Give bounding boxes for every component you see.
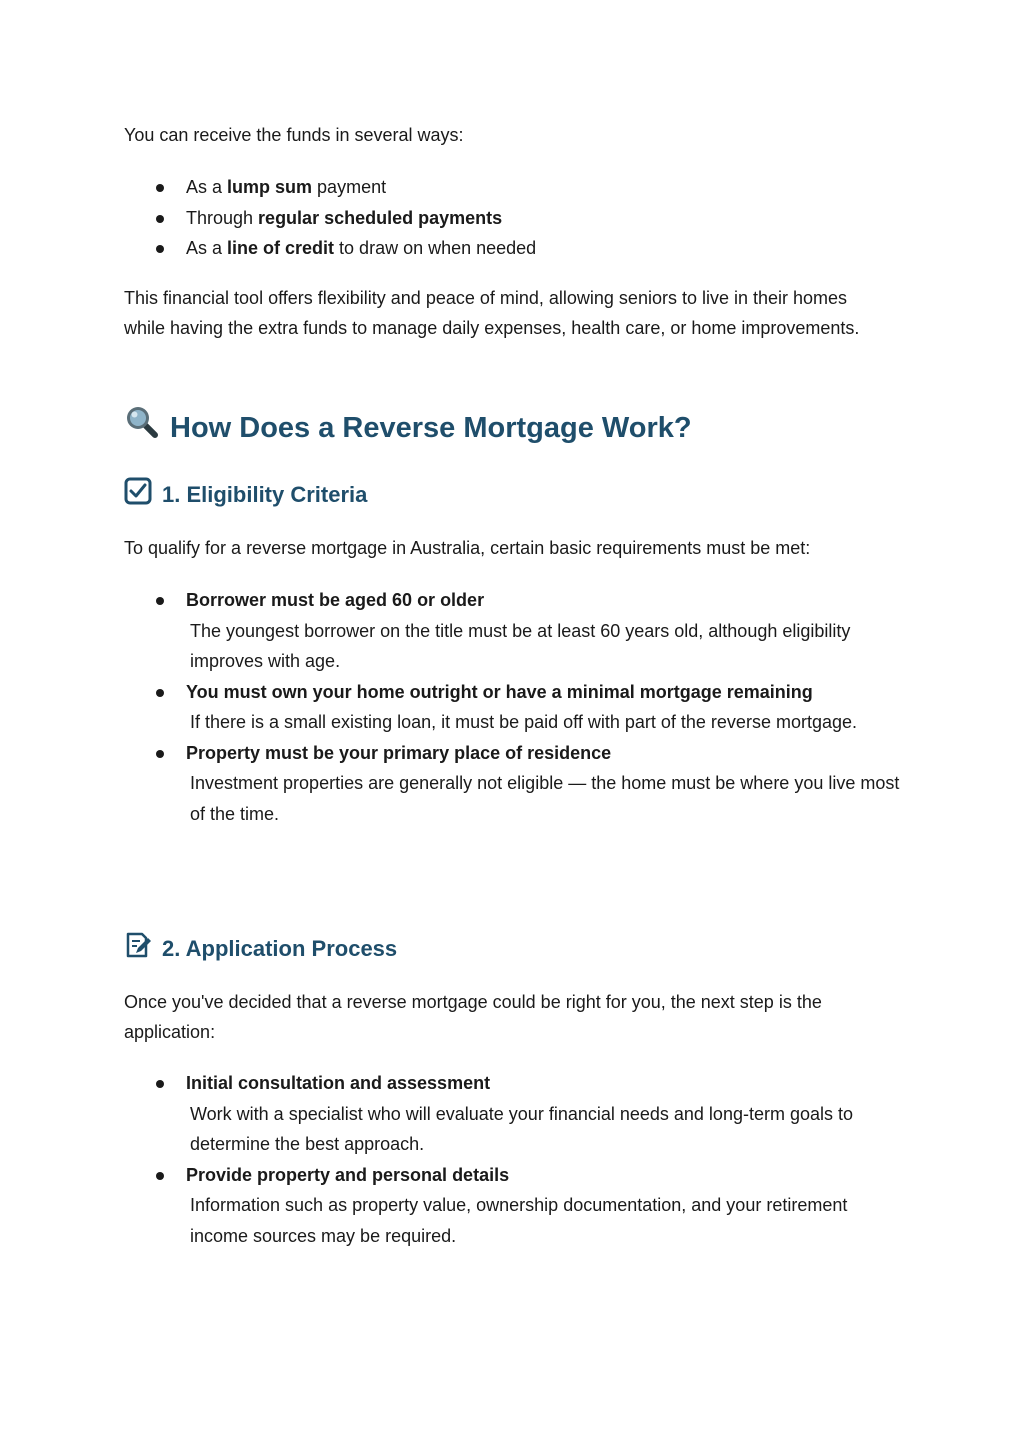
section-heading: How Does a Reverse Mortgage Work? (124, 404, 692, 451)
memo-pencil-icon (124, 931, 152, 967)
bold-term: lump sum (227, 177, 313, 197)
flexibility-paragraph: This financial tool offers flexibility and peace of mind, allowing seniors to live in their homes while having the extra funds to manage daily expenses, health care, or home improvements. (124, 288, 860, 338)
eligibility-list (124, 585, 904, 829)
application-heading: 2. Application Process (124, 931, 397, 967)
list-item: Borrower must be aged 60 or older The youngest borrower on the title must be at least 60 years old, although eligibility improves with age. (124, 585, 904, 677)
intro-text: You can receive the funds in several ways: (124, 125, 464, 145)
eligibility-intro: To qualify for a reverse mortgage in Australia, certain basic requirements must be met: (124, 538, 811, 558)
eligibility-heading: 1. Eligibility Criteria (124, 477, 367, 513)
list-item: Provide property and personal details Information such as property value, ownership documentation, and your retirement income sources may be required. (124, 1160, 904, 1252)
payment-ways-list (124, 172, 536, 264)
list-item: Through regular scheduled payments (124, 203, 536, 234)
list-item: As a lump sum payment (124, 172, 536, 203)
magnifying-glass-icon (124, 404, 160, 451)
bold-term: line of credit (227, 238, 335, 258)
list-item: You must own your home outright or have a minimal mortgage remaining If there is a small existing loan, it must be paid off with part of the reverse mortgage. (124, 677, 904, 738)
bold-term: regular scheduled payments (258, 207, 503, 228)
list-item: As a line of credit to draw on when needed (124, 233, 536, 264)
application-list (124, 1068, 904, 1251)
checkbox-checked-icon (124, 477, 152, 513)
list-item: Property must be your primary place of residence Investment properties are generally not eligible — the home must be where you live most of the time. (124, 738, 904, 830)
application-intro: Once you've decided that a reverse mortgage could be right for you, the next step is the application: (124, 992, 822, 1042)
list-item: Initial consultation and assessment Work with a specialist who will evaluate your financial needs and long-term goals to determine the best approach. (124, 1068, 904, 1160)
